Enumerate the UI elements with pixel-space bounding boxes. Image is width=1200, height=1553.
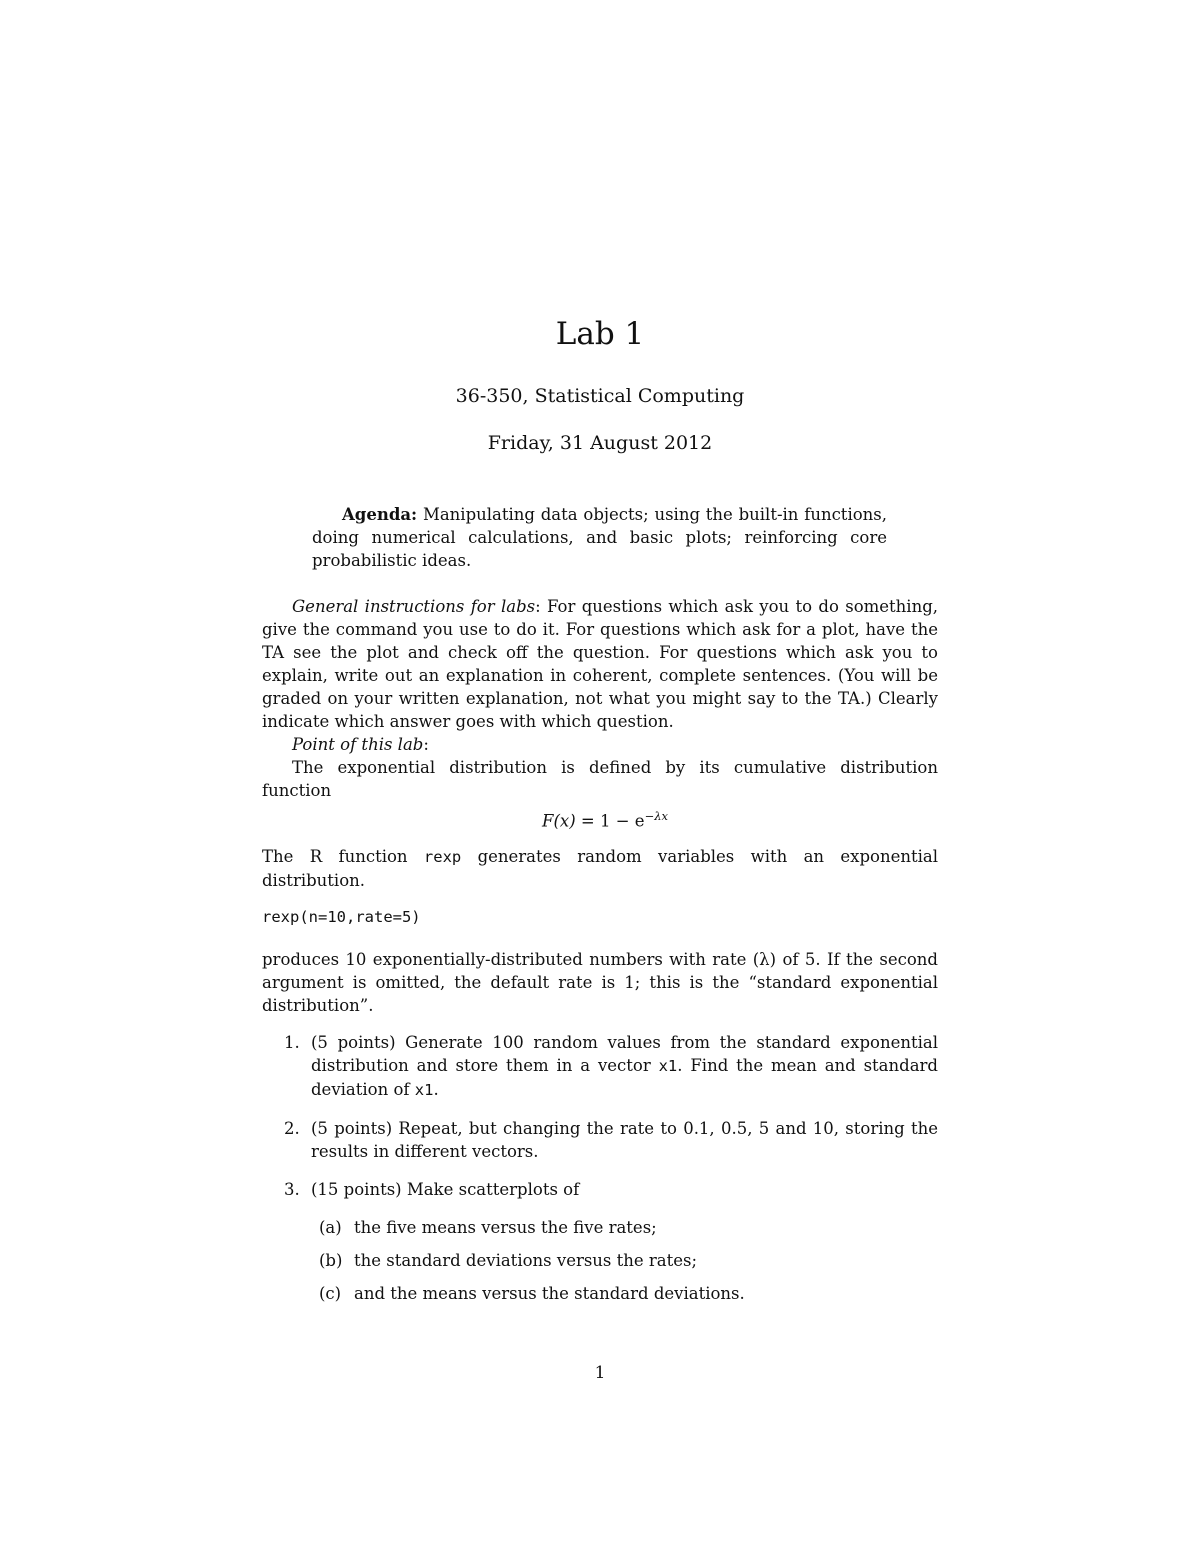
subquestion-label: (b) [319,1250,343,1270]
question-text: . Find the mean and standard deviation of [311,1055,938,1099]
page-number: 1 [594,1363,606,1383]
question-item [262,1117,938,1163]
instructions-text: see the plot and check off the question. For questions which ask you to explain, write out an explanation in coherent, complete sentences. (You will be graded on your written explanation, not what you might say to the [262,643,938,708]
subquestion-label: (c) [319,1283,342,1303]
point-of-lab [262,733,938,756]
instructions-label: General instructions for labs [292,597,536,616]
subquestion-item [311,1216,938,1239]
instructions-text: .) Clearly indicate which answer goes with which question. [262,689,938,731]
code-example: rexp(n=10,rate=5) [262,907,421,926]
subquestion-item [311,1249,938,1272]
question-item [262,1178,938,1305]
agenda-paragraph [312,503,887,572]
formula-exponent: −λx [644,809,668,823]
agenda-text: Manipulating data objects; using the built-in functions, doing numerical calculations, and basic plots; reinforcing core probabilistic ideas. [312,505,887,570]
ta-abbrev: TA [837,689,860,708]
course-name: 36-350, Statistical Computing [455,385,745,407]
subquestion-item [311,1282,938,1305]
formula-lhs: F(x) [542,811,576,831]
rexp-code: rexp [423,847,462,866]
general-instructions: General instructions for labs: For questions which ask you to do something, give the command you use to do it. For questions which ask for a plot, have the TA see the plot and check off the question. For questions which ask you to explain, write out an explanation in coherent, complete sentences. (You will be graded on your written explanation, not what you might say to the TA.) Clearly indicate which answer goes with which question. [262,597,939,731]
question-text: (15 points) Make scatterplots of [311,1179,580,1199]
rexp-text: generates random variables with an exponential distribution. [262,846,939,890]
subquestion-list [311,1216,938,1305]
formula-rhs: = 1 − e [575,811,645,831]
question-list [262,1031,938,1305]
point-label: Point of this lab [292,735,424,754]
main-content [262,595,938,1320]
exponential-intro: The exponential distribution is defined by its cumulative distribution function [262,758,938,800]
instructions-text: For questions which ask you to do something, give the command you use to do it. For questions which ask for a plot, have the [262,597,939,639]
subquestion-text: the five means versus the five rates; [354,1217,657,1237]
rexp-description [262,845,938,892]
cdf-formula [262,802,938,836]
rexp-text: The R function [262,846,424,866]
subquestion-text: the standard deviations versus the rates; [354,1250,698,1270]
document-date: Friday, 31 August 2012 [487,432,713,454]
question-text: . [433,1079,439,1099]
point-colon: : [423,735,429,754]
subquestion-text: and the means versus the standard deviations. [354,1283,745,1303]
question-number: 3. [284,1179,300,1199]
document-title: Lab 1 [555,316,645,352]
question-number: 1. [284,1032,300,1052]
rexp-explanation: produces 10 exponentially-distributed numbers with rate (λ) of 5. If the second argument is omitted, the default rate is 1; this is the “standard exponential distribution”. [262,949,938,1015]
agenda-abstract [312,503,887,572]
question-code: x1 [414,1080,434,1099]
question-code: x1 [658,1056,678,1075]
question-number: 2. [284,1118,300,1138]
agenda-label: Agenda: [342,505,418,524]
question-text: (5 points) Generate 100 random values from the standard exponential distribution and store them in a vector [311,1032,938,1075]
question-text: (5 points) Repeat, but changing the rate to 0.1, 0.5, 5 and 10, storing the results in different vectors. [311,1118,938,1161]
question-item [262,1031,938,1102]
ta-abbrev: TA [262,643,285,662]
subquestion-label: (a) [319,1217,342,1237]
